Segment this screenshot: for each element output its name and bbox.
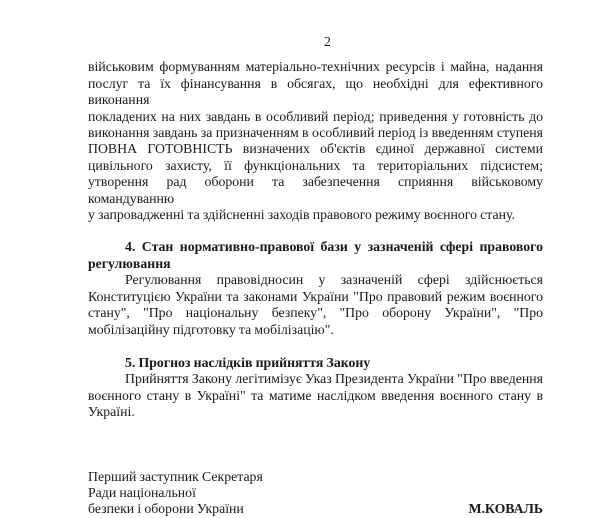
body-text-line: послуг та їх фінансування в обсягах, що необхідні для ефективного виконання	[88, 75, 543, 108]
section-heading-line: 5. Прогноз наслідків прийняття Закону	[125, 354, 371, 370]
body-text-line: утворення рад оборони та забезпечення сприяння військовому командуванню	[88, 174, 543, 206]
section-5-heading	[88, 355, 543, 371]
page-number: 2	[324, 34, 331, 49]
signatory-title-line: Ради національної	[88, 484, 196, 500]
body-text-line: у запровадженні та здійсненні заходів правового режиму воєнного стану.	[88, 207, 515, 223]
body-text-line: Прийняття Закону легітимізує Указ Президента України "Про введення	[125, 371, 543, 387]
section-heading-line: регулювання	[88, 255, 171, 271]
section-4-heading	[88, 239, 543, 272]
paragraph-continuation	[88, 59, 543, 223]
body-text-line: стану", "Про національну безпеку", "Про оборону України", "Про	[88, 305, 543, 321]
body-text-line: виконання завдань за призначенням в особливий період із введенням ступеня	[88, 125, 543, 141]
signatory-name: М.КОВАЛЬ	[468, 501, 543, 517]
signatory-title-line: безпеки і оборони України	[88, 501, 244, 517]
signature-row	[88, 501, 543, 517]
signatory-title-line: Перший заступник Секретаря	[88, 468, 263, 484]
document-content	[88, 34, 543, 518]
body-text-line: цивільного захисту, її функціональних та територіальних підсистем;	[88, 157, 543, 173]
body-text-line: військовим формуванням матеріально-технічних ресурсів і майна, надання	[88, 59, 543, 75]
body-text-line: ПОВНА ГОТОВНІСТЬ визначених об'єктів єдиної державної системи	[88, 141, 543, 157]
body-text-line: Регулювання правовідносин у зазначеній сфері здійснюється	[125, 272, 543, 288]
section-4-paragraph	[88, 272, 543, 338]
body-text-line: Україні.	[88, 404, 135, 420]
body-text-line: Конституцією України та законами України "Про правовий режим воєнного	[88, 288, 543, 304]
section-5-paragraph	[88, 371, 543, 420]
body-text-line: мобілізаційну підготовку та мобілізацію".	[88, 321, 334, 337]
signature-block	[88, 469, 543, 518]
section-heading-line: 4. Стан нормативно-правової бази у зазначеній сфері правового	[125, 239, 543, 255]
body-text-line: воєнного стану в Україні" та матиме наслідком введення воєнного стану в	[88, 387, 543, 403]
body-text-line: покладених на них завдань в особливий період; приведення у готовність до	[88, 108, 543, 124]
